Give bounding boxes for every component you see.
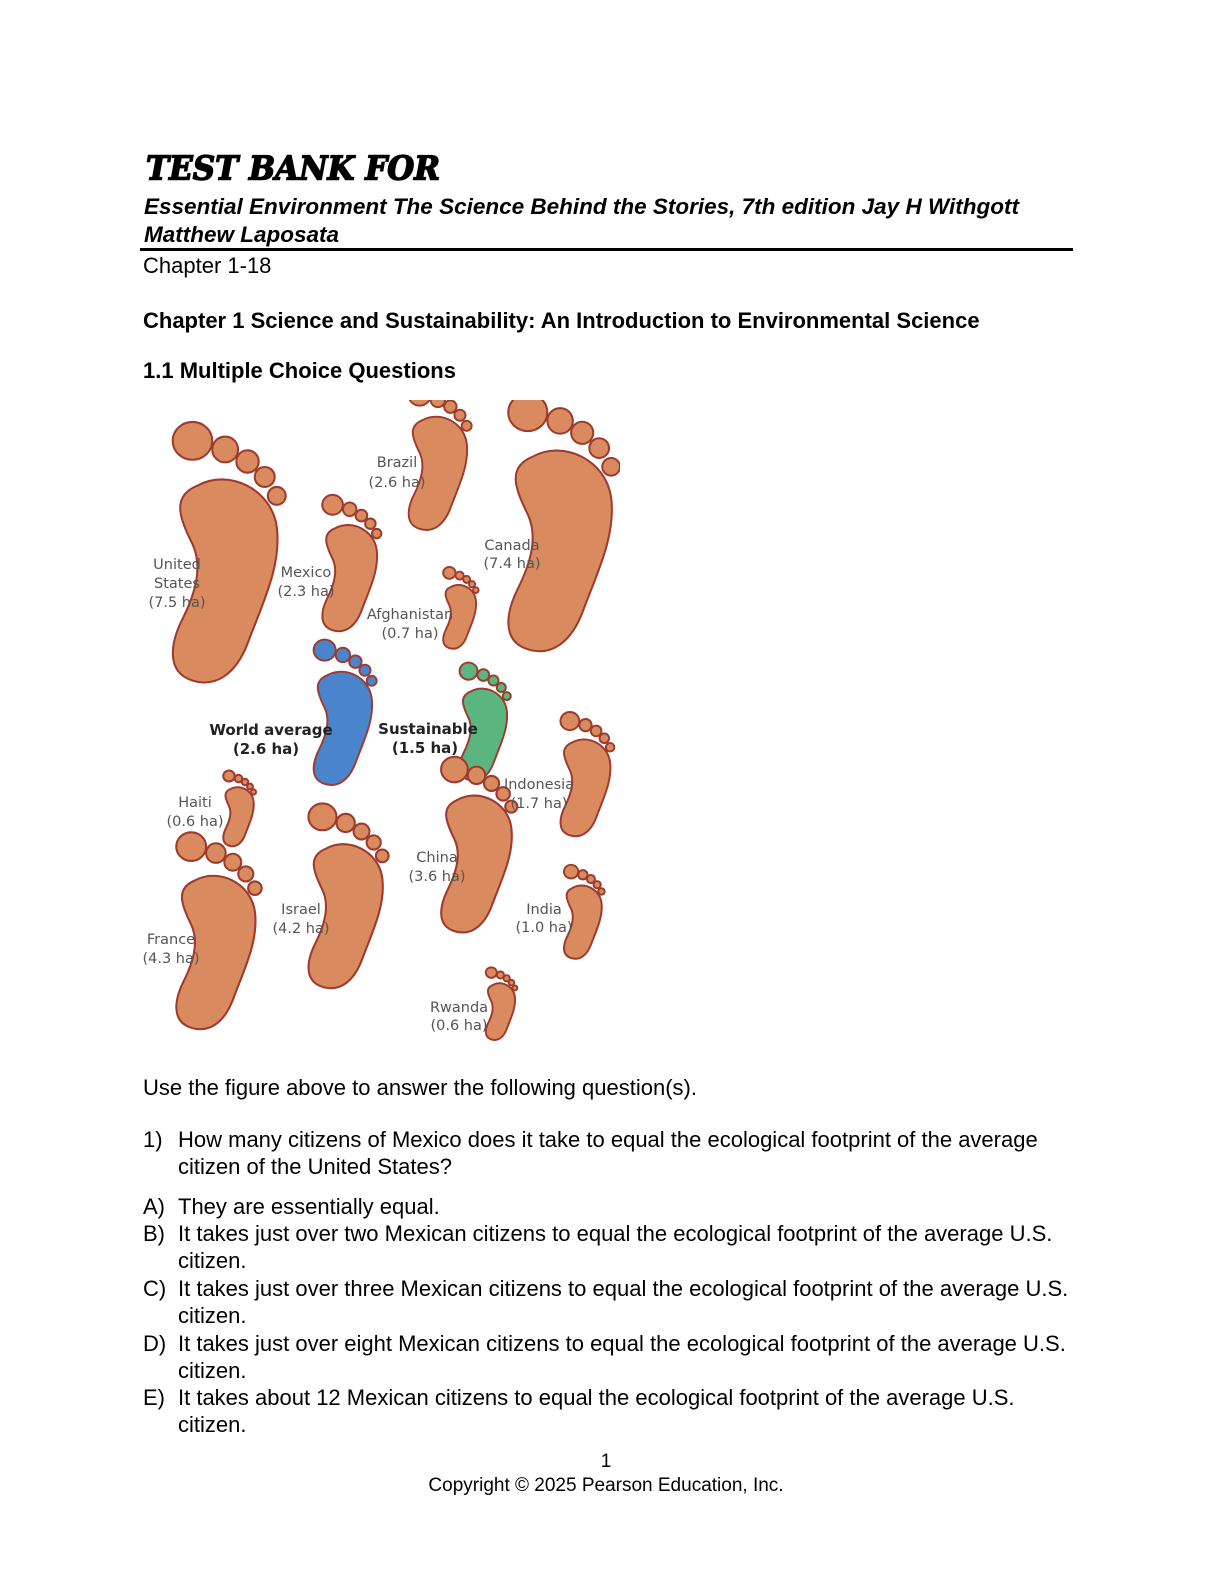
- label-haiti-value: (0.6 ha): [166, 814, 224, 830]
- answer-option-a: [143, 1193, 1083, 1220]
- label-world-average-name: World average: [209, 721, 333, 739]
- label-haiti-name: Haiti: [178, 795, 212, 811]
- label-canada-value: (7.4 ha): [483, 556, 541, 572]
- label-indonesia-name: Indonesia: [503, 777, 575, 793]
- footprint-india-icon: [564, 865, 605, 959]
- question-1: [143, 1126, 1083, 1180]
- footprint-canada-icon: [508, 400, 620, 651]
- book-title: Essential Environment The Science Behind the Stories, 7th edition Jay H Withgott Matthew Laposata: [144, 194, 1019, 247]
- answer-option-d: [143, 1330, 1083, 1384]
- footprint-world-average-icon: [314, 640, 377, 785]
- label-sustainable-value: (1.5 ha): [391, 739, 459, 757]
- footprint-united-states-icon: [173, 422, 286, 683]
- answer-option-e: [143, 1384, 1083, 1438]
- option-text: It takes just over two Mexican citizens to equal the ecological footprint of the average U.S. citizen.: [178, 1221, 1053, 1273]
- label-france-name: France: [146, 932, 196, 948]
- label-brazil-name: Brazil: [376, 455, 418, 471]
- label-israel-value: (4.2 ha): [272, 921, 330, 937]
- label-china-name: China: [416, 850, 458, 866]
- footprint-rwanda-icon: [486, 967, 518, 1040]
- ecological-footprint-figure: [140, 400, 620, 1050]
- label-china-value: (3.6 ha): [408, 869, 466, 885]
- footprint-brazil-icon: [409, 400, 472, 530]
- question-number: 1): [143, 1127, 163, 1152]
- footprint-indonesia-icon: [560, 712, 614, 836]
- answer-option-b: [143, 1220, 1083, 1274]
- option-letter: A): [143, 1194, 165, 1219]
- option-text: They are essentially equal.: [178, 1194, 440, 1219]
- label-brazil-value: (2.6 ha): [368, 475, 426, 491]
- label-india-name: India: [526, 902, 562, 918]
- chapter-heading: Chapter 1 Science and Sustainability: An Introduction to Environmental Science: [143, 308, 980, 333]
- page-number: 1: [600, 1451, 612, 1472]
- label-mexico-name: Mexico: [280, 565, 332, 581]
- label-afghanistan-name: Afghanistan: [366, 607, 454, 623]
- chapter-range: Chapter 1-18: [143, 253, 272, 278]
- copyright-notice: Copyright © 2025 Pearson Education, Inc.: [428, 1475, 784, 1496]
- label-us-name-line1: United: [153, 557, 201, 573]
- header-divider: [140, 248, 1073, 251]
- label-india-value: (1.0 ha): [515, 920, 573, 936]
- option-text: It takes about 12 Mexican citizens to equal the ecological footprint of the average U.S. citizen.: [178, 1385, 1015, 1437]
- test-bank-title: TEST BANK FOR: [146, 150, 441, 188]
- label-rwanda-name: Rwanda: [429, 1000, 489, 1016]
- label-afghanistan-value: (0.7 ha): [381, 626, 439, 642]
- label-us-value: (7.5 ha): [148, 595, 206, 611]
- footprint-haiti-icon: [223, 771, 256, 847]
- answer-option-c: [143, 1275, 1083, 1329]
- label-france-value: (4.3 ha): [142, 951, 200, 967]
- footprint-france-icon: [176, 832, 261, 1029]
- label-rwanda-value: (0.6 ha): [430, 1018, 488, 1034]
- label-indonesia-value: (1.7 ha): [510, 796, 568, 812]
- label-sustainable-name: Sustainable: [378, 720, 478, 738]
- label-israel-name: Israel: [281, 902, 321, 918]
- option-letter: C): [143, 1276, 167, 1301]
- option-letter: E): [143, 1385, 165, 1410]
- label-canada-name: Canada: [484, 538, 540, 554]
- footprint-israel-icon: [308, 803, 388, 988]
- question-text: How many citizens of Mexico does it take to equal the ecological footprint of the average citizen of the United States?: [178, 1127, 1038, 1179]
- figure-instruction: Use the figure above to answer the following question(s).: [143, 1075, 697, 1100]
- option-letter: B): [143, 1221, 165, 1246]
- label-mexico-value: (2.3 ha): [277, 584, 335, 600]
- section-heading: 1.1 Multiple Choice Questions: [143, 358, 456, 383]
- option-letter: D): [143, 1331, 167, 1356]
- option-text: It takes just over three Mexican citizens to equal the ecological footprint of the average U.S. citizen.: [178, 1276, 1069, 1328]
- option-text: It takes just over eight Mexican citizens to equal the ecological footprint of the average U.S. citizen.: [178, 1331, 1066, 1383]
- label-world-average-value: (2.6 ha): [232, 740, 300, 758]
- label-us-name-line2: States: [154, 576, 200, 592]
